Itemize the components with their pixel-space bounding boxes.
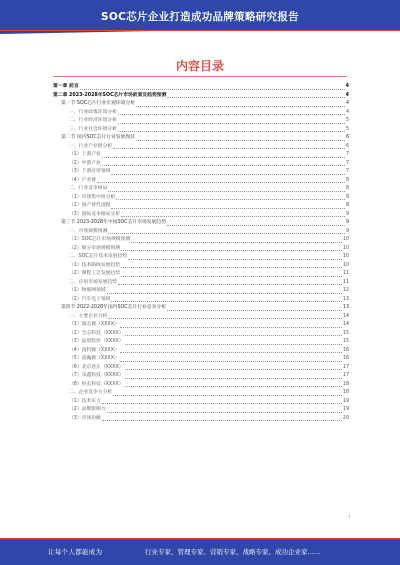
toc-entry[interactable] [53, 185, 349, 194]
toc-entry-page: 10 [342, 245, 349, 251]
toc-leader-dots [108, 233, 345, 234]
toc-leader-dots [167, 225, 345, 226]
toc-entry-label: 第一节 SOC芯片行业宏观环境分析 [61, 101, 136, 106]
toc-entry-page: 8 [345, 203, 349, 208]
toc-entry[interactable] [53, 321, 349, 330]
toc-leader-dots [107, 412, 342, 413]
toc-entry-label: （2）中游产业 [69, 160, 101, 166]
toc-entry-page: 11 [342, 271, 349, 276]
toc-entry-page: 16 [342, 356, 349, 361]
toc-entry-label: 第二章 2023-2028年SOC芯片市场前景及趋势预测 [53, 92, 167, 98]
toc-entry-page: 19 [342, 398, 349, 404]
toc-leader-dots [107, 293, 342, 294]
toc-entry-page: 7 [345, 152, 349, 157]
toc-leader-dots [128, 259, 342, 260]
page-header [0, 0, 400, 34]
toc-entry-page: 11 [342, 279, 349, 285]
toc-entry[interactable] [53, 92, 349, 101]
toc-entry[interactable] [53, 262, 349, 271]
toc-heading: 内容目录 [175, 59, 224, 73]
toc-leader-dots [97, 182, 345, 183]
toc-divider [53, 76, 347, 77]
toc-entry[interactable] [53, 253, 349, 262]
toc-entry-page: 16 [342, 347, 349, 353]
toc-leader-dots [136, 106, 345, 107]
toc-entry-label: （2）细分市场规模预测 [69, 245, 121, 251]
toc-leader-dots [116, 199, 345, 200]
toc-entry-page: 4 [345, 84, 349, 89]
toc-leader-dots [131, 242, 342, 243]
toc-leader-dots [108, 191, 345, 192]
toc-leader-dots [118, 123, 345, 124]
toc-entry-page: 5 [345, 118, 349, 123]
toc-entry-label: 第三节 2023-2028年中国SOC芯片市场发展趋势 [61, 220, 166, 225]
toc-entry[interactable] [53, 236, 349, 245]
toc-entry[interactable] [53, 381, 349, 390]
toc-entry[interactable] [53, 83, 349, 92]
toc-entry[interactable] [53, 355, 349, 364]
toc-leader-dots [125, 369, 342, 370]
toc-entry-label: 一、行业政策环境分析 [69, 109, 117, 115]
toc-leader-dots [108, 318, 342, 319]
toc-entry-page: 19 [342, 407, 349, 412]
toc-entry[interactable] [53, 211, 349, 220]
toc-entry[interactable] [53, 109, 349, 118]
toc-entry-label: （1）技术实力 [69, 398, 101, 404]
toc-leader-dots [121, 216, 345, 217]
toc-leader-dots [121, 276, 342, 277]
toc-leader-dots [167, 97, 344, 98]
toc-entry[interactable] [53, 372, 349, 381]
toc-leader-dots [113, 148, 345, 149]
toc-entry-label: （2）品牌影响力 [69, 407, 106, 412]
toc-leader-dots [120, 361, 342, 362]
toc-entry[interactable] [53, 194, 349, 203]
toc-entry-page: 6 [345, 135, 349, 140]
toc-entry[interactable] [53, 151, 349, 160]
toc-leader-dots [102, 165, 345, 166]
toc-entry-label: （2）汽车电子领域 [69, 296, 111, 302]
report-title: SOC芯片企业打造成功品牌策略研究报告 [101, 11, 299, 23]
toc-entry-page: 18 [342, 381, 349, 387]
toc-leader-dots [121, 267, 342, 268]
toc-entry-label: （8）恒玄科技（XXXX） [69, 381, 124, 387]
toc-entry-label: 第二节 国内SOC芯片行业发展现状 [61, 135, 136, 140]
toc-entry-label: （1）物联网领域 [69, 288, 106, 293]
toc-entry-page: 10 [342, 262, 349, 268]
toc-entry-page: 9 [345, 228, 349, 234]
toc-entry-label: 第一章 前言 [53, 84, 79, 89]
toc-entry-label: 一、行业产业链分析 [69, 143, 113, 149]
toc-entry-label: （4）国科微（XXXX） [69, 347, 119, 353]
toc-entry[interactable] [53, 279, 349, 288]
toc-entry[interactable] [53, 330, 349, 339]
toc-leader-dots [118, 114, 345, 115]
toc-entry-label: （1）上游产业 [69, 152, 101, 157]
toc-entry-label: （5）富瀚微（XXXX） [69, 356, 119, 361]
toc-entry[interactable] [53, 126, 349, 135]
toc-leader-dots [118, 131, 345, 132]
toc-entry-page: 6 [345, 143, 349, 149]
toc-leader-dots [113, 395, 342, 396]
toc-entry[interactable] [53, 177, 349, 186]
toc-leader-dots [125, 378, 342, 379]
toc-entry-label: （7）乐鑫科技（XXXX） [69, 373, 124, 378]
toc-entry[interactable] [53, 364, 349, 373]
toc-leader-dots [167, 310, 342, 311]
table-of-contents [53, 83, 349, 423]
toc-entry-page: 14 [342, 313, 349, 319]
toc-entry-page: 7 [345, 169, 349, 174]
toc-entry[interactable] [53, 134, 349, 143]
toc-entry-label: （3）市场份额 [69, 415, 101, 421]
toc-entry-page: 9 [345, 211, 349, 217]
toc-entry[interactable] [53, 398, 349, 407]
toc-entry-label: 二、企业竞争力分析 [69, 390, 113, 395]
toc-entry-label: （1）市场集中度分析 [69, 194, 116, 200]
footer-slogan-left: 让每个人都能成为 [48, 548, 103, 556]
toc-entry-label: 一、市场规模预测 [69, 228, 108, 234]
toc-leader-dots [102, 420, 342, 421]
toc-entry-page: 10 [342, 254, 349, 259]
footer-slogan-right: 行业专家、管理专家、营销专家、战略专家、成功企业家…… [145, 548, 321, 556]
toc-entry-label: （3）国际竞争格局分析 [69, 211, 121, 217]
toc-entry-label: 三、应用市场发展趋势 [69, 279, 117, 285]
toc-entry-label: 二、行业竞争格局 [69, 186, 108, 191]
toc-leader-dots [125, 344, 342, 345]
toc-entry-label: （4）产业链 [69, 177, 97, 183]
toc-entry[interactable] [53, 202, 349, 211]
toc-entry[interactable] [53, 415, 349, 424]
toc-entry-label: （6）北京君正（XXXX） [69, 364, 124, 370]
toc-entry-page: 4 [345, 101, 349, 106]
toc-leader-dots [102, 157, 345, 158]
toc-entry-page: 15 [342, 330, 349, 336]
toc-entry[interactable] [53, 287, 349, 296]
toc-entry[interactable] [53, 313, 349, 322]
toc-entry-label: （1）技术路线发展趋势 [69, 262, 121, 268]
toc-entry-label: 三、行业社会环境分析 [69, 126, 117, 132]
toc-leader-dots [120, 327, 342, 328]
toc-entry-page: 10 [342, 237, 349, 242]
toc-leader-dots [111, 208, 345, 209]
toc-entry[interactable] [53, 338, 349, 347]
toc-leader-dots [111, 174, 345, 175]
toc-entry[interactable] [53, 296, 349, 305]
toc-entry-page: 15 [342, 339, 349, 344]
toc-entry[interactable] [53, 160, 349, 169]
toc-entry[interactable] [53, 347, 349, 356]
toc-leader-dots [120, 352, 342, 353]
toc-entry-label: （3）晶晨股份（XXXX） [69, 339, 124, 344]
toc-entry-page: 18 [342, 390, 349, 395]
toc-entry-label: 一、主要企业分析 [69, 313, 108, 319]
toc-entry-page: 7 [345, 160, 349, 166]
toc-leader-dots [125, 386, 342, 387]
toc-entry-page: 17 [342, 364, 349, 370]
toc-entry[interactable] [53, 143, 349, 152]
toc-entry[interactable] [53, 219, 349, 228]
toc-entry[interactable] [53, 228, 349, 237]
toc-entry-label: 第四节 2022-2028年国内SOC芯片行业竞争分析 [61, 305, 166, 310]
toc-leader-dots [118, 284, 342, 285]
toc-entry-page: 12 [342, 288, 349, 293]
toc-entry-label: （1）SOC芯片市场规模预测 [69, 237, 131, 242]
toc-leader-dots [80, 89, 345, 90]
page-number: 1 [348, 514, 351, 519]
toc-entry-page: 4 [345, 109, 349, 115]
toc-entry[interactable] [53, 168, 349, 177]
toc-entry-page: 8 [345, 194, 349, 200]
toc-leader-dots [125, 335, 342, 336]
toc-entry-page: 9 [345, 220, 349, 225]
toc-entry-label: （2）国产替代进程 [69, 203, 111, 208]
toc-entry-label: （1）瑞芯微（XXXX） [69, 322, 119, 327]
toc-entry-label: （3）下游应用领域 [69, 169, 111, 174]
toc-entry-page: 17 [342, 373, 349, 378]
toc-entry[interactable] [53, 100, 349, 109]
toc-entry-page: 13 [342, 296, 349, 302]
toc-entry-page: 5 [345, 126, 349, 132]
toc-entry-page: 14 [342, 322, 349, 327]
toc-entry[interactable] [53, 389, 349, 398]
toc-entry[interactable] [53, 406, 349, 415]
page-footer [0, 538, 400, 565]
toc-leader-dots [102, 403, 342, 404]
toc-entry-label: （2）制程工艺发展趋势 [69, 271, 121, 276]
toc-leader-dots [136, 140, 345, 141]
toc-entry-label: 二、SOC芯片技术发展趋势 [69, 254, 128, 259]
toc-entry-page: 4 [345, 92, 349, 98]
toc-entry-page: 13 [342, 305, 349, 310]
toc-entry[interactable] [53, 270, 349, 279]
toc-entry-page: 8 [345, 186, 349, 191]
toc-entry-label: （2）全志科技（XXXX） [69, 330, 124, 336]
toc-entry[interactable] [53, 304, 349, 313]
toc-entry-page: 20 [342, 415, 349, 421]
toc-leader-dots [111, 301, 341, 302]
toc-leader-dots [121, 250, 342, 251]
toc-entry-page: 8 [345, 177, 349, 183]
toc-entry-label: 二、行业经济环境分析 [69, 118, 117, 123]
toc-entry[interactable] [53, 245, 349, 254]
toc-entry[interactable] [53, 117, 349, 126]
